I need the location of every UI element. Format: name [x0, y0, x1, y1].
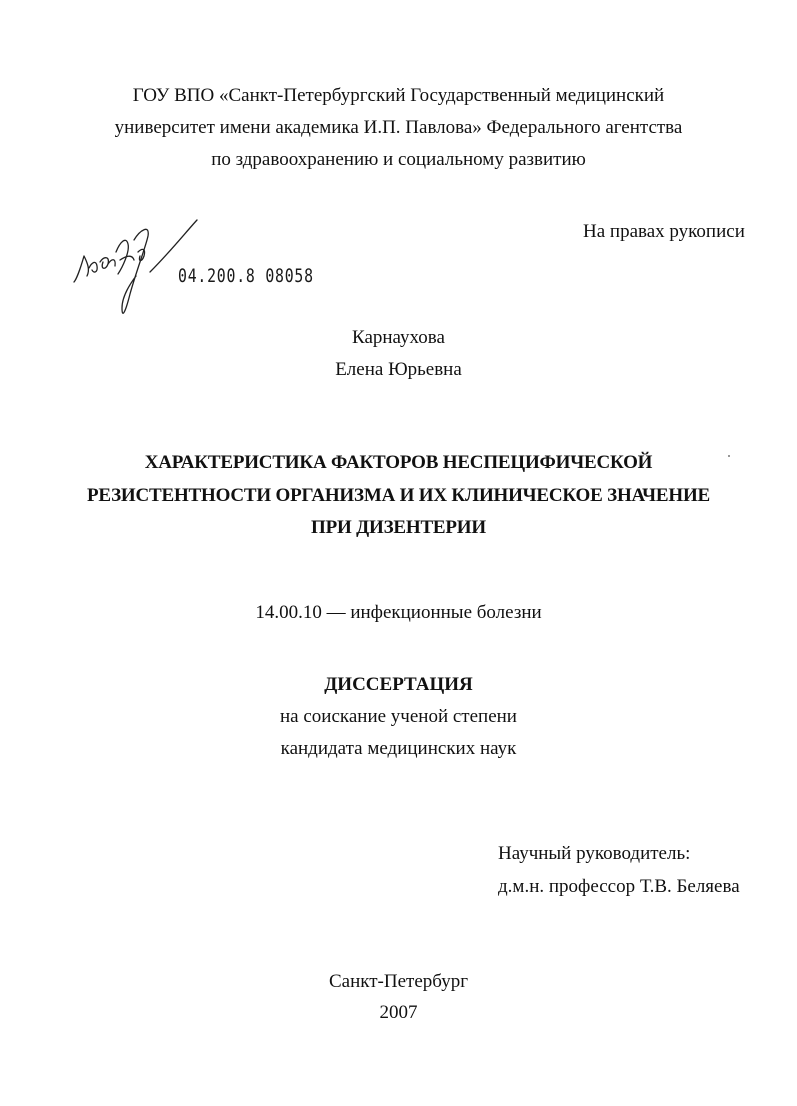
- author-surname: Карнаухова: [352, 327, 445, 348]
- scan-speck: [728, 455, 730, 457]
- supervisor-name: д.м.н. профессор Т.В. Беляева: [498, 876, 740, 897]
- title-line-1: ХАРАКТЕРИСТИКА ФАКТОРОВ НЕСПЕЦИФИЧЕСКОЙ: [144, 452, 653, 473]
- registration-stamp: 04.200.8 08058: [178, 265, 314, 287]
- specialty: 14.00.10 — инфекционные болезни: [255, 602, 542, 623]
- institution-line-2: университет имени академика И.П. Павлова» Федерального агентства: [114, 117, 683, 138]
- supervisor-label: Научный руководитель:: [498, 843, 691, 864]
- manuscript-note: На правах рукописи: [583, 221, 745, 242]
- author-given-names: Елена Юрьевна: [335, 359, 462, 380]
- degree-line-1: на соискание ученой степени: [280, 706, 517, 727]
- city: Санкт-Петербург: [328, 971, 468, 992]
- year: 2007: [379, 1002, 418, 1023]
- title-line-2: РЕЗИСТЕНТНОСТИ ОРГАНИЗМА И ИХ КЛИНИЧЕСКОЕ ЗНАЧЕНИЕ: [86, 485, 711, 506]
- institution-line-1: ГОУ ВПО «Санкт-Петербургский Государственный медицинский: [132, 85, 665, 106]
- institution-line-3: по здравоохранению и социальному развитию: [211, 149, 586, 170]
- title-line-3: ПРИ ДИЗЕНТЕРИИ: [311, 517, 486, 538]
- degree-line-2: кандидата медицинских наук: [280, 738, 517, 759]
- document-type: ДИССЕРТАЦИЯ: [324, 674, 473, 695]
